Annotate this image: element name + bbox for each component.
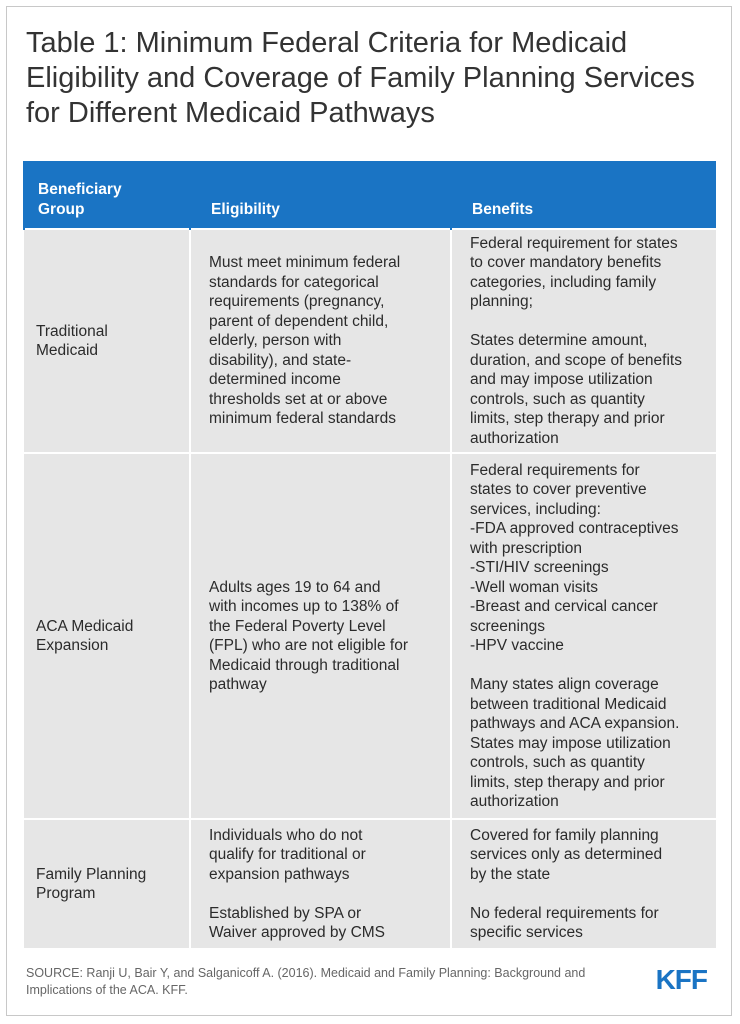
- cell-line: States determine amount,: [470, 332, 648, 350]
- cell-text: [24, 617, 189, 656]
- cell-text: [191, 826, 450, 943]
- cell-line: Adults ages 19 to 64 and: [209, 578, 381, 596]
- page-title: [26, 26, 716, 131]
- cell-text: [24, 865, 189, 904]
- cell-line: Medicaid: [36, 342, 99, 359]
- cell-line: No federal requirements for: [470, 904, 659, 922]
- cell-line: authorization: [470, 429, 559, 447]
- source-note: [26, 965, 646, 999]
- cell-text: [452, 461, 716, 812]
- cell-line: -STI/HIV screenings: [470, 559, 609, 576]
- table-row: [24, 819, 716, 948]
- cell-line: thresholds set at or above: [209, 390, 388, 408]
- header-text: Beneficiary: [38, 181, 122, 198]
- title-line: for Different Medicaid Pathways: [26, 97, 435, 129]
- cell-line: Expansion: [36, 637, 109, 654]
- cell-line: limits, step therapy and prior: [470, 773, 665, 791]
- cell-line: (FPL) who are not eligible for: [209, 637, 409, 654]
- cell-text: [452, 234, 716, 449]
- source-line: SOURCE: Ranji U, Bair Y, and Salganicoff A. (2016). Medicaid and Family Planning: Background and: [26, 966, 586, 980]
- cell-line: planning;: [470, 293, 533, 311]
- cell-text: [24, 322, 189, 361]
- paragraph-gap: [470, 656, 710, 676]
- cell-line: qualify for traditional or: [209, 846, 366, 863]
- cell-line: services only as determined: [470, 846, 663, 863]
- cell-line: pathways and ACA expansion.: [470, 715, 680, 732]
- cell-line: by the state: [470, 865, 551, 883]
- cell-group: [24, 819, 190, 948]
- cell-line: -Breast and cervical cancer: [470, 598, 658, 615]
- cell-line: -Well woman visits: [470, 578, 599, 596]
- cell-line: the Federal Poverty Level: [209, 617, 386, 635]
- cell-line: Federal requirement for states: [470, 234, 678, 252]
- criteria-table: [23, 161, 716, 948]
- cell-line: requirements (pregnancy,: [209, 293, 385, 311]
- cell-line: Established by SPA or: [209, 904, 362, 922]
- kff-logo[interactable]: KFF: [655, 964, 707, 995]
- cell-line: controls, such as quantity: [470, 390, 645, 408]
- cell-line: Must meet minimum federal: [209, 254, 401, 272]
- cell-line: controls, such as quantity: [470, 754, 645, 771]
- cell-line: services, including:: [470, 500, 601, 518]
- paragraph-gap: [470, 884, 710, 904]
- cell-benefits: [451, 229, 716, 453]
- cell-text: [452, 826, 716, 943]
- header-text: Group: [38, 200, 85, 218]
- cell-line: duration, and scope of benefits: [470, 351, 682, 369]
- cell-line: with incomes up to 138% of: [209, 598, 399, 615]
- cell-eligibility: [190, 229, 451, 453]
- cell-line: parent of dependent child,: [209, 312, 389, 330]
- cell-group: [24, 229, 190, 453]
- cell-eligibility: [190, 453, 451, 819]
- cell-line: and may impose utilization: [470, 371, 653, 389]
- cell-line: Federal requirements for: [470, 461, 640, 479]
- cell-line: limits, step therapy and prior: [470, 410, 665, 428]
- cell-line: specific services: [470, 924, 583, 941]
- cell-line: between traditional Medicaid: [470, 695, 667, 713]
- cell-line: Covered for family planning: [470, 826, 659, 844]
- paragraph-gap: [209, 884, 444, 904]
- title-line: Eligibility and Coverage of Family Planning Services: [26, 62, 695, 94]
- cell-line: Individuals who do not: [209, 826, 363, 844]
- cell-line: -FDA approved contraceptives: [470, 520, 679, 537]
- cell-line: categories, including family: [470, 273, 657, 291]
- cell-line: to cover mandatory benefits: [470, 254, 662, 272]
- cell-line: standards for categorical: [209, 273, 379, 291]
- cell-line: Program: [36, 885, 96, 902]
- cell-group: [24, 453, 190, 819]
- header-text: Benefits: [472, 200, 534, 218]
- table-row: [24, 229, 716, 453]
- cell-line: -HPV vaccine: [470, 637, 564, 654]
- table-row: [24, 453, 716, 819]
- cell-line: minimum federal standards: [209, 410, 396, 428]
- cell-line: Family Planning: [36, 865, 147, 883]
- cell-line: with prescription: [470, 539, 582, 557]
- cell-line: Medicaid through traditional: [209, 656, 400, 674]
- cell-line: expansion pathways: [209, 865, 350, 883]
- cell-benefits: [451, 819, 716, 948]
- source-line: Implications of the ACA. KFF.: [26, 983, 188, 997]
- cell-line: Many states align coverage: [470, 676, 659, 693]
- paragraph-gap: [470, 312, 710, 332]
- cell-line: Waiver approved by CMS: [209, 924, 386, 941]
- cell-line: disability), and state-: [209, 351, 352, 369]
- cell-line: States may impose utilization: [470, 734, 671, 752]
- cell-line: determined income: [209, 371, 341, 389]
- header-benefits: [451, 161, 716, 229]
- table-header-row: [24, 161, 716, 229]
- cell-line: elderly, person with: [209, 332, 342, 350]
- header-eligibility: [190, 161, 451, 229]
- cell-line: pathway: [209, 676, 267, 693]
- title-line: Table 1: Minimum Federal Criteria for Medicaid: [26, 27, 628, 59]
- cell-line: states to cover preventive: [470, 481, 647, 498]
- cell-text: [191, 253, 450, 429]
- cell-eligibility: [190, 819, 451, 948]
- cell-line: authorization: [470, 793, 559, 810]
- cell-benefits: [451, 453, 716, 819]
- cell-line: Traditional: [36, 322, 108, 340]
- cell-line: screenings: [470, 617, 545, 635]
- header-beneficiary-group: [24, 161, 190, 229]
- cell-text: [191, 578, 450, 695]
- header-text: Eligibility: [211, 200, 280, 218]
- cell-line: ACA Medicaid: [36, 617, 134, 635]
